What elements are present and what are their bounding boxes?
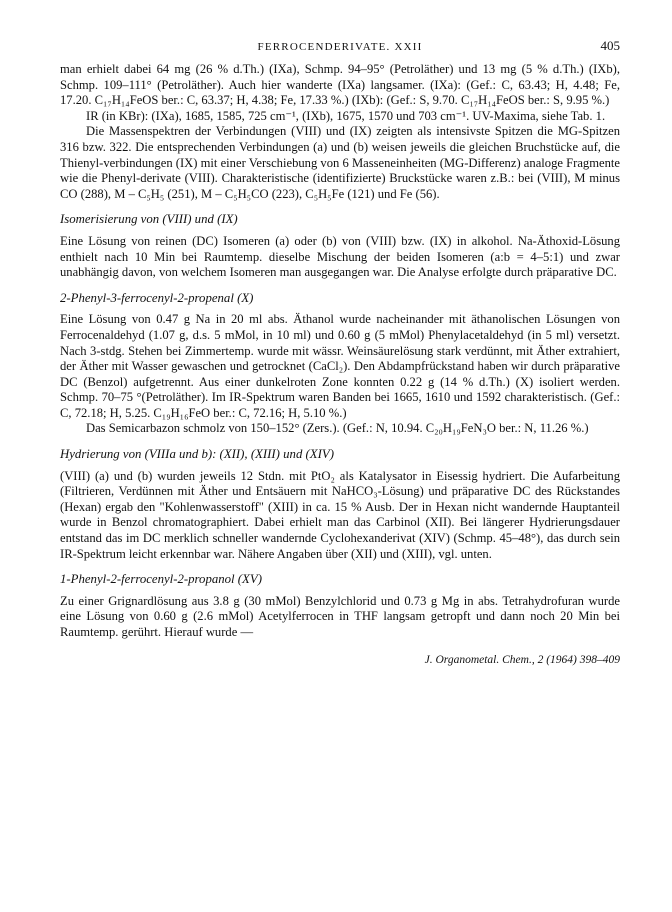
paragraph-hydrierung: (VIII) (a) und (b) wurden jeweils 12 Stdn. mit PtO₂ als Katalysator in Eisessig hydriert. Die Aufarbeitung (Filtrieren, Verdünnen mit Äther und Entsäuern mit NaHCO₃-Lösung) und präparative DC des Rückstandes (Hexan) ergab den "Kohlenwasserstoff" (XIII) in ca. 15 % Ausb. Der in Hexan nicht wandernde Hauptanteil wurde in Benzol chromatographiert. Dabei erhielt man das Carbinol (XII). Bei längerer Hydrierungsdauer entstand das im DC merklich schneller wandernde Cyclohexanderivat (XIV) (Schmp. 45–48°), das durch sein IR-Spektrum leicht erkennbar war. Nähere Angaben über (XII) und (XIII), vgl. unten. bbox=[60, 468, 620, 561]
paragraph-ixab-analysis: man erhielt dabei 64 mg (26 % d.Th.) (IXa), Schmp. 94–95° (Petroläther) und 13 mg (5 % d.Th.) (IXb), Schmp. 109–111° (Petroläther). Auch hier wanderte (IXa) langsamer. (IXa): (Gef.: C, 63.43; H, 4.48; Fe, 17.20. C₁₇H₁₄FeOS ber.: C, 63.37; H, 4.38; Fe, 17.33 %.) (IXb): (Gef.: S, 9.70. C₁₇H₁₄FeOS ber.: S, 9.95 %.) bbox=[60, 62, 620, 108]
section-heading-isomerisierung: Isomerisierung von (VIII) und (IX) bbox=[60, 212, 238, 227]
running-title: FERROCENDERIVATE. XXII bbox=[257, 41, 423, 53]
paragraph-mass-spectra: Die Massenspektren der Verbindungen (VIII) und (IX) zeigten als intensivste Spitzen die MG-Spitzen 316 bzw. 322. Die entsprechenden Verbindungen (a) und (b) weisen jeweils die gleichen Bruchstücke auf, die Thienyl-verbindungen (IX) mit einer Verschiebung von 6 Masseneinheiten (MG-Differenz) analoge Fragmente wie die Phenyl-derivate (VIII). Charakteristische (identifizierte) Bruckstücke waren z.B.: bei (VIII), M minus CO (288), M – C₅H₅ (251), M – C₅H₅CO (223), C₅H₅Fe (121) und Fe (56). bbox=[60, 124, 620, 201]
paragraph-ir-data: IR (in KBr): (IXa), 1685, 1585, 725 cm⁻¹, (IXb), 1675, 1570 und 703 cm⁻¹. UV-Maxima, siehe Tab. 1. bbox=[86, 108, 606, 123]
page-number: 405 bbox=[600, 38, 620, 53]
paragraph-semicarbazon: Das Semicarbazon schmolz von 150–152° (Zers.). (Gef.: N, 10.94. C₂₀H₁₉FeN₃O ber.: N, 11.26 %.) bbox=[86, 421, 589, 436]
journal-page bbox=[60, 38, 620, 666]
paragraph-isomerisierung: Eine Lösung von reinen (DC) Isomeren (a) oder (b) von (VIII) bzw. (IX) in alkohol. Na-Äthoxid-Lösung enthielt nach 10 Min bei Raumtemp. dieselbe Mischung der beiden Isomeren (a:b = 4–5:1) und zwar unabhängig davon, von welchem Isomeren man ausgegangen war. Die Analyse erfolgte durch präparative DC. bbox=[60, 233, 620, 280]
paragraph-propanol-synthesis: Zu einer Grignardlösung aus 3.8 g (30 mMol) Benzylchlorid und 0.73 g Mg in abs. Tetrahydrofuran wurde eine Lösung von 0.60 g (2.6 mMol) Acetylferrocen in THF langsam getropft und dann noch 20 Min bei Raumtemp. gerührt. Hierauf wurde — bbox=[60, 593, 620, 639]
section-heading-propanol: 1-Phenyl-2-ferrocenyl-2-propanol (XV) bbox=[60, 572, 262, 587]
journal-citation: J. Organometal. Chem., 2 (1964) 398–409 bbox=[424, 653, 620, 666]
section-heading-hydrierung: Hydrierung von (VIIIa und b): (XII), (XIII) und (XIV) bbox=[60, 447, 334, 462]
section-heading-propenal: 2-Phenyl-3-ferrocenyl-2-propenal (X) bbox=[60, 290, 254, 305]
page-header bbox=[60, 40, 620, 62]
paragraph-propenal-synthesis: Eine Lösung von 0.47 g Na in 20 ml abs. Äthanol wurde nacheinander mit äthanolischen Lösungen von Ferrocenaldehyd (1.07 g, d.s. 5 mMol, in 10 ml) und 0.60 g (5 mMol) Phenylacetaldehyd (in 5 ml) versetzt. Nach 3-stdg. Stehen bei Zimmertemp. wurde mit wässr. Weinsäurelösung stark verdünnt, mit Äther extrahiert, der Äther mit Wasser gewaschen und getrocknet (CaCl₂). Den Abdampfrückstand haben wir durch präparative DC (Benzol) aufgetrennt. Aus einer dunkelroten Zone konnten 0.22 g (14 % d.Th.) (X) isoliert werden. Schmp. 70–75 °(Petroläther). Im IR-Spektrum waren Banden bei 1665, 1610 und 1592 charakteristisch. (Gef.: C, 72.18; H, 5.25. C₁₉H₁₆FeO ber.: C, 72.16; H, 5.10 %.) bbox=[60, 312, 620, 420]
